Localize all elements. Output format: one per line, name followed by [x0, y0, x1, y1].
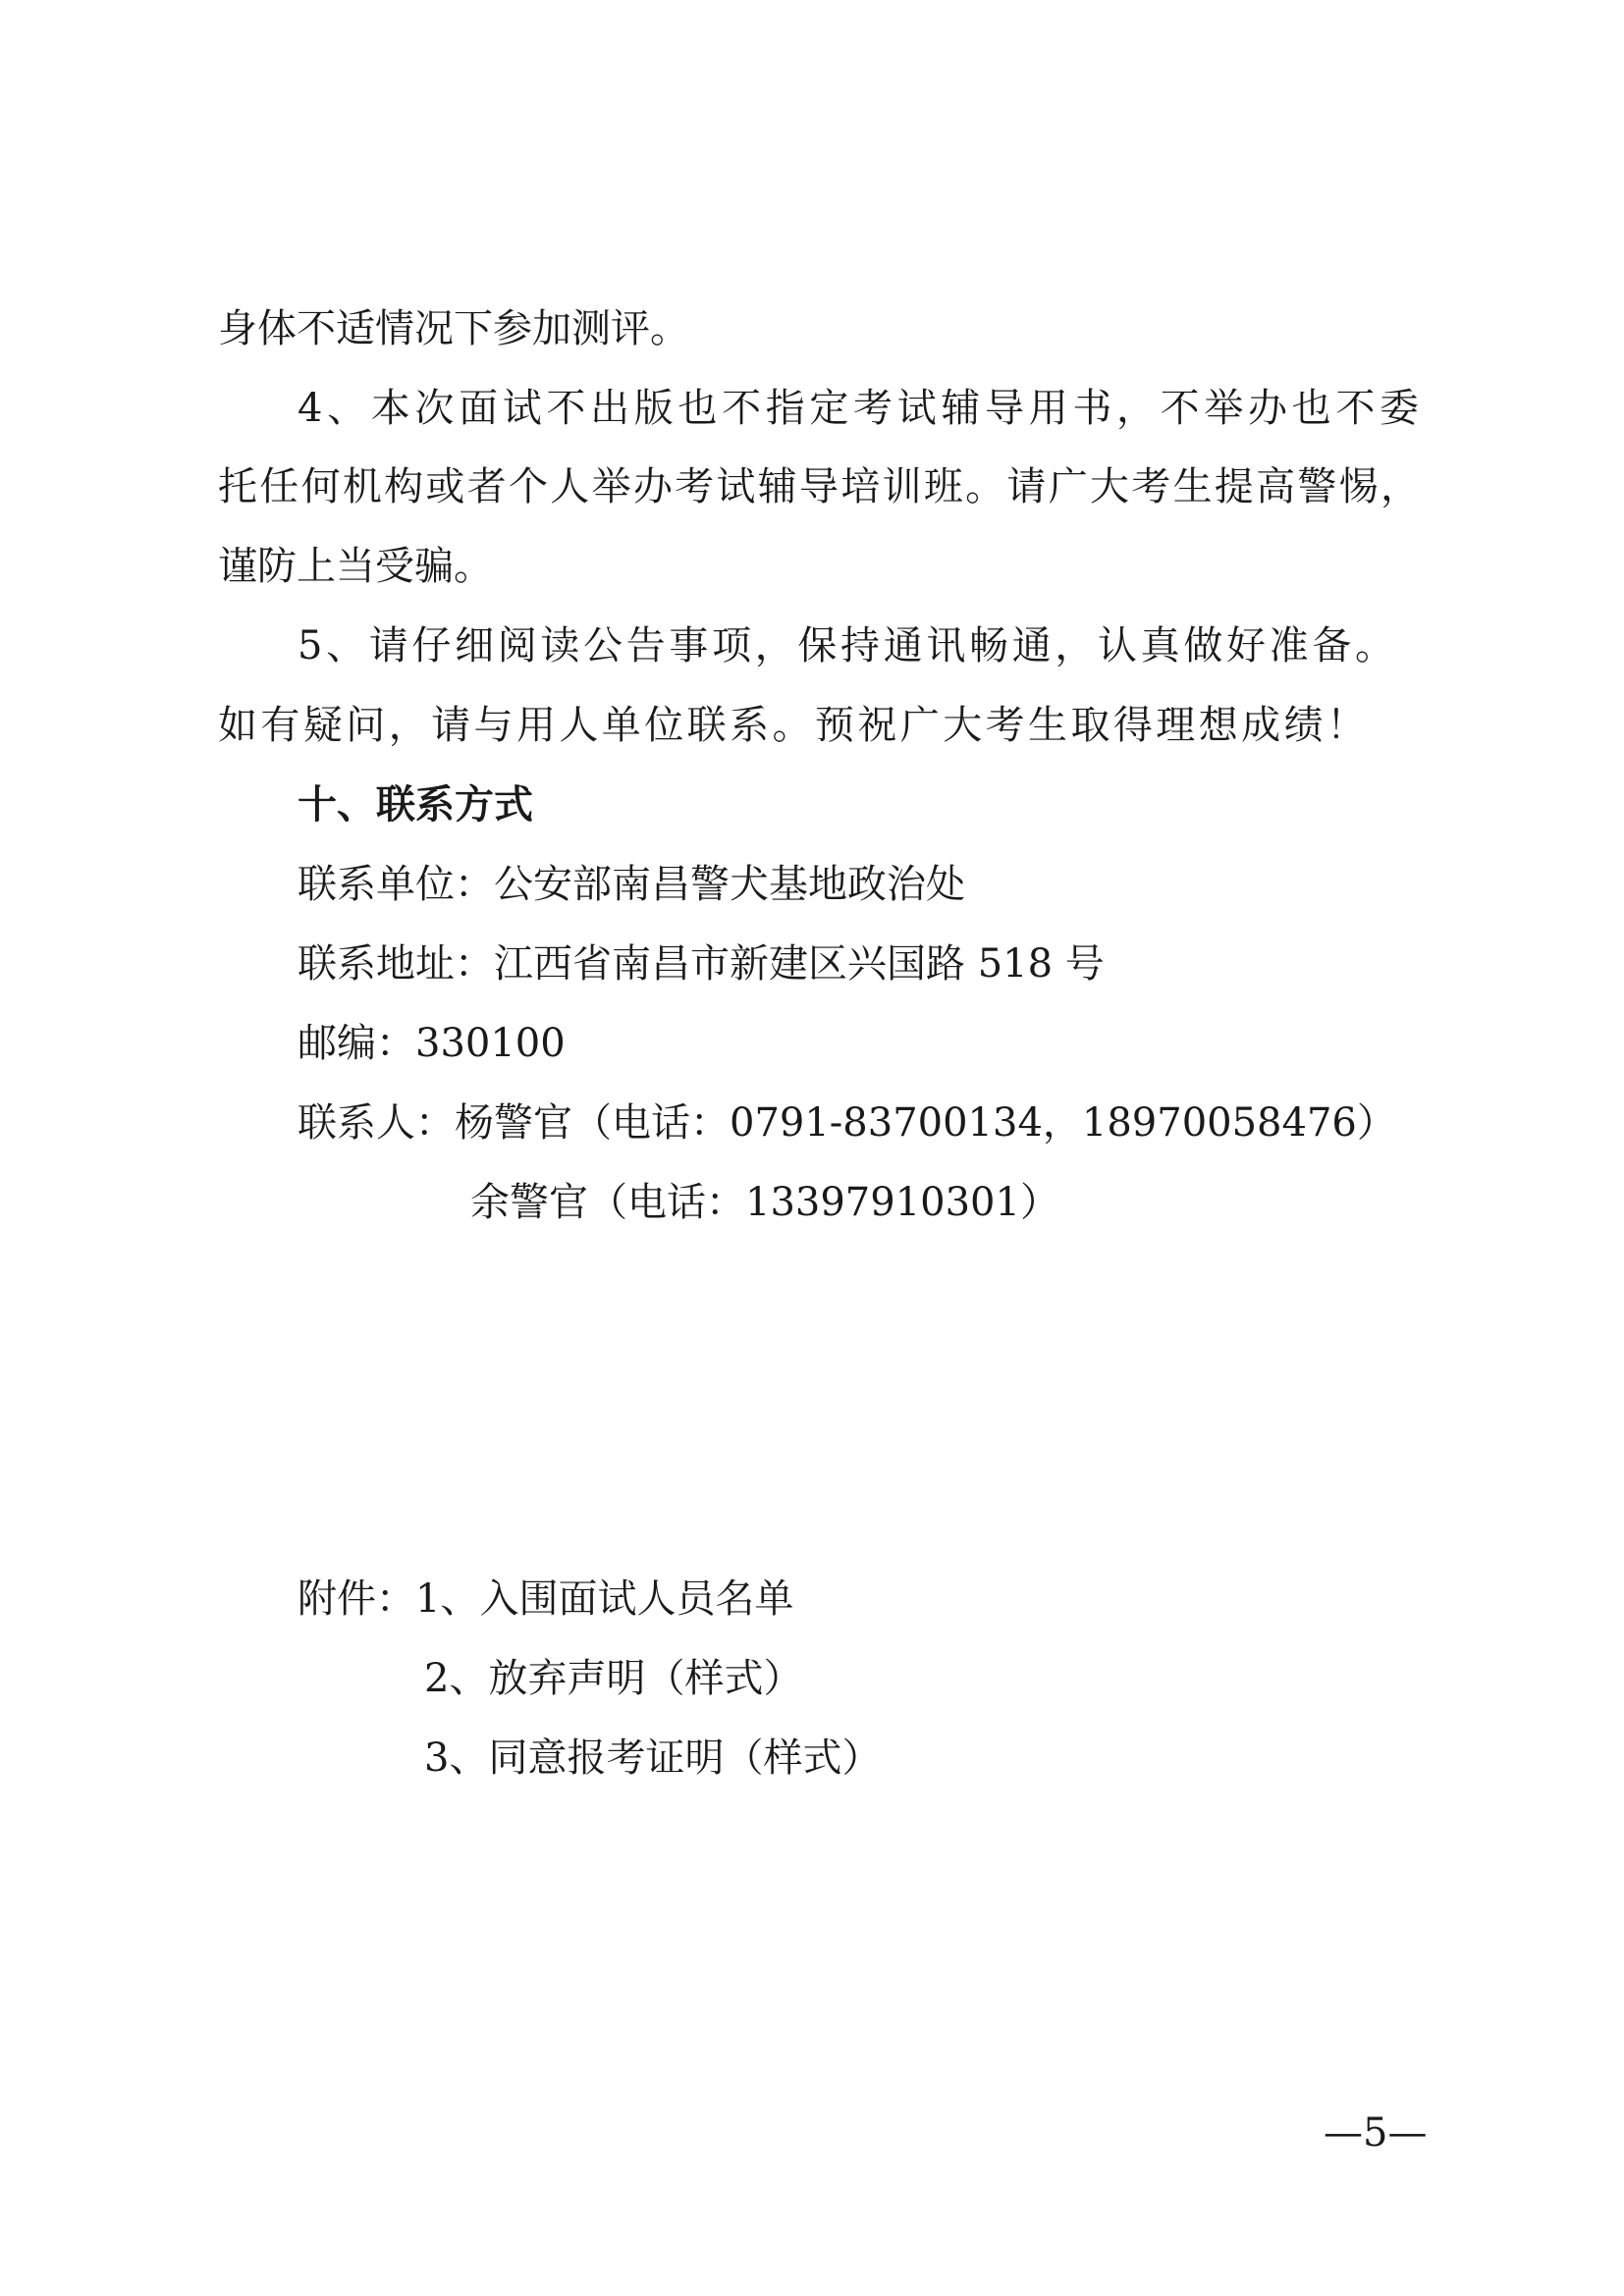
attachment-1: 附件：1、入围面试人员名单 — [298, 1576, 794, 1622]
item-4-line-2: 托任何机构或者个人举办考试辅导培训班。请广大考生提高警惕， — [218, 464, 1420, 509]
section-10-heading: 十、联系方式 — [298, 782, 533, 828]
item-4-line-3: 谨防上当受骗。 — [218, 544, 493, 589]
attachment-3: 3、同意报考证明（样式） — [424, 1735, 882, 1781]
contact-address: 联系地址：江西省南昌市新建区兴国路 518 号 — [298, 941, 1105, 987]
contact-unit: 联系单位：公安部南昌警犬基地政治处 — [298, 862, 965, 907]
page-number: —5— — [1324, 2110, 1428, 2156]
attachment-2: 2、放弃声明（样式） — [424, 1656, 803, 1701]
paragraph-3-tail: 身体不适情况下参加测评。 — [218, 306, 689, 351]
contact-person-1: 联系人：杨警官（电话：0791-83700134，18970058476） — [298, 1100, 1396, 1146]
contact-person-2: 余警官（电话：13397910301） — [470, 1180, 1059, 1225]
item-5-line-2: 如有疑问，请与用人单位联系。预祝广大考生取得理想成绩！ — [218, 703, 1366, 748]
postcode: 邮编：330100 — [298, 1021, 566, 1066]
item-5-line-1: 5、请仔细阅读公告事项，保持通讯畅通，认真做好准备。 — [298, 623, 1394, 668]
item-4-line-1: 4、本次面试不出版也不指定考试辅导用书，不举办也不委 — [298, 386, 1419, 431]
